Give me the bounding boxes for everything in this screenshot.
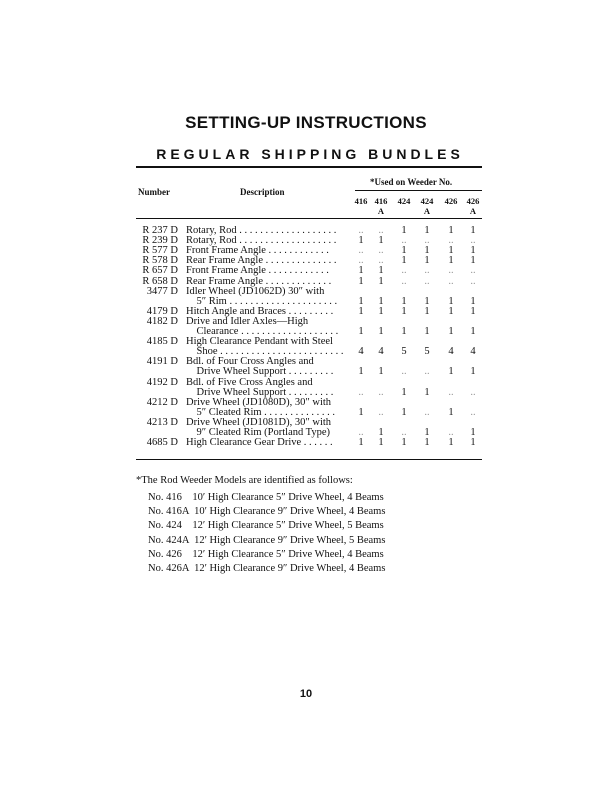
quantity-cell: 1 [424,386,430,398]
part-description: Drive Wheel Support . . . . . . . . . [186,366,334,378]
table-row [0,398,612,418]
part-description: Rear Frame Angle . . . . . . . . . . . . . [186,275,332,287]
part-number: 4182 D [146,315,178,327]
quantity-cell: .. [424,265,430,277]
quantity-cell: .. [378,406,384,418]
quantity-cell: 1 [424,255,430,267]
quantity-cell: 1 [378,325,384,337]
part-description: Hitch Angle and Braces . . . . . . . . . [186,305,334,317]
quantity-cell: 1 [358,295,364,307]
quantity-cell: 1 [470,255,476,267]
quantity-cell: 1 [401,255,407,267]
quantity-cell: 1 [448,255,454,267]
quantity-cell: .. [358,255,364,267]
quantity-cell: 4 [448,346,454,358]
table-row [0,357,612,377]
part-description: Rotary, Rod . . . . . . . . . . . . . . . . . . . [186,235,337,247]
quantity-cell: 1 [378,366,384,378]
model-description: No. 416 10′ High Clearance 5″ Drive Wheel, 4 Beams [148,492,384,503]
quantity-cell: .. [378,255,384,267]
part-number: 4185 D [146,336,178,348]
quantity-cell: .. [470,235,476,247]
quantity-cell: 1 [358,406,364,418]
table-row [0,337,612,357]
table-row [0,266,612,276]
part-number: R 239 D [142,235,178,247]
quantity-cell: 1 [470,305,476,317]
quantity-cell: 1 [424,295,430,307]
quantity-cell: .. [378,225,384,236]
model-description: No. 426 12′ High Clearance 5″ Drive Wheel, 4 Beams [148,548,384,560]
quantity-cell: 1 [448,295,454,307]
page-number: 10 [299,688,313,700]
quantity-cell: 1 [358,437,364,449]
quantity-cell: 1 [470,225,476,236]
quantity-cell: .. [470,265,476,277]
model-column-header [464,196,482,216]
quantity-cell: 5 [401,346,407,358]
header-bottom-rule [136,218,482,219]
part-description: Drive Wheel (JD1081D), 30″ with [186,416,332,428]
part-description: Rotary, Rod . . . . . . . . . . . . . . . . . . . [186,225,337,236]
model-suffix [352,206,370,216]
model-description: No. 426A 12′ High Clearance 9″ Drive Wheel, 4 Beams [148,563,386,574]
quantity-cell: 1 [358,325,364,337]
quantity-cell: 1 [378,426,384,438]
part-description: Drive Wheel Support . . . . . . . . . [186,386,334,398]
quantity-cell: .. [448,265,454,277]
part-description: High Clearance Pendant with Steel [186,336,333,348]
table-bottom-rule [136,459,482,460]
part-description: Rear Frame Angle . . . . . . . . . . . . . . [186,255,337,267]
quantity-cell: 1 [358,305,364,317]
quantity-cell: .. [424,275,430,287]
quantity-cell: .. [378,386,384,398]
quantity-cell: 1 [424,225,430,236]
table-row [0,438,612,448]
number-header: Number [138,187,170,197]
part-number: 3477 D [146,285,178,297]
quantity-cell: 1 [358,366,364,378]
quantity-cell: .. [424,406,430,418]
part-description: Shoe . . . . . . . . . . . . . . . . . . . . . . . . [186,346,344,358]
model-number: 424 [397,196,411,206]
quantity-cell: 1 [401,295,407,307]
quantity-cell: 1 [378,235,384,247]
part-number: 4685 D [146,437,178,449]
quantity-cell: 1 [378,305,384,317]
page-title: SETTING-UP INSTRUCTIONS [185,113,427,132]
model-number: 416 [374,196,388,206]
part-number: R 237 D [142,225,178,236]
part-number: 4191 D [146,356,178,368]
model-number: 426 [466,196,480,206]
quantity-cell: .. [448,426,454,438]
model-number: 426 [444,196,458,206]
part-number: R 578 D [142,255,178,267]
quantity-cell: 1 [358,235,364,247]
quantity-cell: 1 [470,366,476,378]
quantity-cell: 1 [358,265,364,277]
quantity-cell: .. [358,245,364,257]
quantity-cell: .. [470,406,476,418]
quantity-cell: 1 [378,437,384,449]
quantity-cell: 1 [378,265,384,277]
part-number: R 658 D [142,275,178,287]
quantity-cell: 1 [448,245,454,257]
part-description: Bdl. of Four Cross Angles and [186,356,314,368]
quantity-cell: 4 [358,346,364,358]
quantity-cell: 1 [424,245,430,257]
part-description: 5″ Cleated Rim . . . . . . . . . . . . . . [186,406,336,418]
table-row [0,287,612,307]
quantity-cell: 1 [448,366,454,378]
model-description: No. 416A 10′ High Clearance 9″ Drive Wheel, 4 Beams [148,506,386,518]
quantity-cell: 1 [401,245,407,257]
part-description: 5″ Rim . . . . . . . . . . . . . . . . . . . . . [186,295,338,307]
quantity-cell: .. [358,225,364,236]
quantity-cell: 1 [470,426,476,438]
quantity-cell: .. [470,275,476,287]
model-suffix [395,206,413,216]
quantity-cell: 1 [401,305,407,317]
part-number: 4212 D [146,396,178,408]
model-suffix [442,206,460,216]
part-description: Bdl. of Five Cross Angles and [186,376,313,388]
quantity-cell: .. [401,366,407,378]
quantity-cell: 1 [448,325,454,337]
quantity-cell: 1 [401,225,407,236]
part-number: 4213 D [146,416,178,428]
quantity-cell: .. [470,386,476,398]
quantity-cell: 1 [401,386,407,398]
quantity-cell: 5 [424,346,430,358]
part-number: 4192 D [146,376,178,388]
table-row [0,317,612,337]
quantity-cell: 1 [448,437,454,449]
used-on-rule [355,190,482,191]
description-header: Description [240,187,285,197]
quantity-cell: 1 [378,275,384,287]
quantity-cell: 4 [378,346,384,358]
quantity-cell: 1 [448,305,454,317]
quantity-cell: 1 [401,406,407,418]
quantity-cell: 1 [401,325,407,337]
model-number: 424 [420,196,434,206]
model-column-header [352,196,370,216]
part-description: Clearance . . . . . . . . . . . . . . . . . . . [186,325,339,337]
quantity-cell: 1 [470,325,476,337]
model-number: 416 [354,196,368,206]
quantity-cell: .. [401,426,407,438]
part-description: Drive Wheel (JD1080D), 30″ with [186,396,332,408]
quantity-cell: 1 [424,426,430,438]
quantity-cell: .. [358,386,364,398]
quantity-cell: 1 [470,245,476,257]
part-description: Front Frame Angle . . . . . . . . . . . . [186,245,329,257]
model-column-header [418,196,436,216]
part-description: Idler Wheel (JD1062D) 30″ with [186,285,325,297]
quantity-cell: .. [401,235,407,247]
quantity-cell: .. [401,275,407,287]
quantity-cell: .. [378,245,384,257]
model-suffix: A [377,206,385,216]
quantity-cell: 1 [424,305,430,317]
quantity-cell: 1 [470,295,476,307]
quantity-cell: .. [448,386,454,398]
part-description: High Clearance Gear Drive . . . . . . [186,437,333,449]
quantity-cell: .. [424,235,430,247]
quantity-cell: 1 [448,406,454,418]
quantity-cell: .. [424,366,430,378]
used-on-header: *Used on Weeder No. [370,177,453,187]
model-column-header [372,196,390,216]
part-number: R 577 D [142,245,178,257]
quantity-cell: 1 [358,275,364,287]
quantity-cell: 1 [401,437,407,449]
quantity-cell: 1 [378,295,384,307]
table-top-rule [136,166,482,168]
model-description: No. 424 12′ High Clearance 5″ Drive Wheel, 5 Beams [148,520,384,532]
part-number: 4179 D [146,305,178,317]
part-number: R 657 D [142,265,178,277]
quantity-cell: .. [448,235,454,247]
model-suffix: A [423,206,431,216]
part-description: Drive and Idler Axles—High [186,315,309,327]
table-row [0,418,612,438]
quantity-cell: 1 [424,437,430,449]
page-subtitle: REGULAR SHIPPING BUNDLES [156,146,464,162]
part-description: 9″ Cleated Rim (Portland Type) [186,426,331,438]
part-description: Front Frame Angle . . . . . . . . . . . . [186,265,329,277]
quantity-cell: 1 [448,225,454,236]
model-column-header [442,196,460,216]
model-column-header [395,196,413,216]
quantity-cell: .. [401,265,407,277]
quantity-cell: 4 [470,346,476,358]
quantity-cell: .. [448,275,454,287]
quantity-cell: 1 [470,437,476,449]
quantity-cell: .. [358,426,364,438]
footnote-intro: *The Rod Weeder Models are identified as follows: [136,475,353,486]
quantity-cell: 1 [424,325,430,337]
table-row [0,378,612,398]
model-description: No. 424A 12′ High Clearance 9″ Drive Wheel, 5 Beams [148,534,386,546]
model-suffix: A [469,206,477,216]
